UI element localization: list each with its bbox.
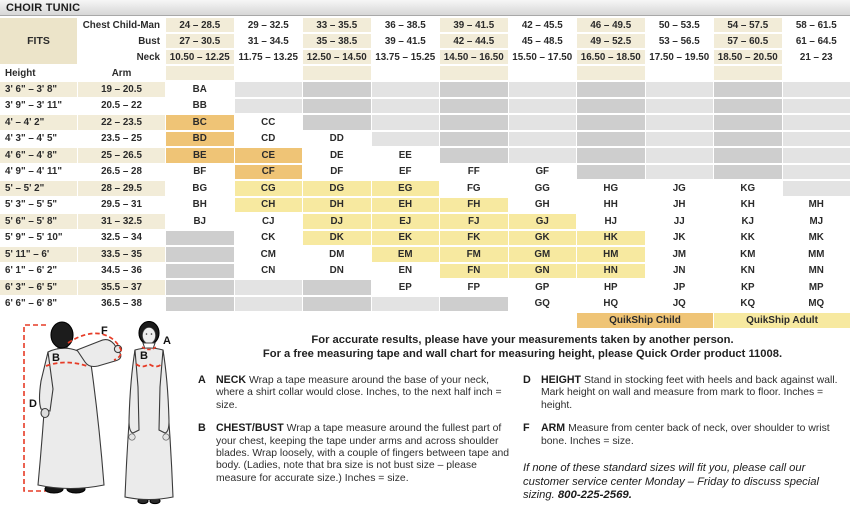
- page-title: CHOIR TUNIC: [0, 0, 850, 16]
- size-range-cell: 42 – 44.5: [440, 34, 508, 48]
- size-code-cell-JQ: JQ: [646, 297, 714, 312]
- size-range-cell: 49 – 52.5: [577, 34, 645, 48]
- empty-cell: [440, 115, 508, 130]
- instruction-letter: A: [198, 374, 206, 386]
- size-code-cell-EM: EM: [372, 247, 440, 262]
- size-code-cell-FM: FM: [440, 247, 508, 262]
- empty-cell: [646, 115, 714, 130]
- size-code-cell-FJ: FJ: [440, 214, 508, 229]
- arm-cell: 33.5 – 35: [78, 247, 165, 262]
- figure-label-f: F: [101, 325, 108, 337]
- size-code-cell-KG: KG: [714, 181, 782, 196]
- size-code-cell-JM: JM: [646, 247, 714, 262]
- size-range-cell: 31 – 34.5: [235, 34, 303, 48]
- intro-text: [195, 333, 850, 361]
- size-code-cell-JG: JG: [646, 181, 714, 196]
- height-cell: 5' 3" – 5' 5": [0, 198, 77, 213]
- intro-line-2: For a free measuring tape and wall chart for measuring height, please Quick Order product 11008.: [262, 348, 783, 360]
- size-code-cell-EF: EF: [372, 165, 440, 180]
- empty-cell: [646, 148, 714, 163]
- height-cell: 5' – 5' 2": [0, 181, 77, 196]
- figure-label-a: A: [163, 335, 171, 347]
- height-cell: 6' 3" – 6' 5": [0, 280, 77, 295]
- size-range-cell: 45 – 48.5: [509, 34, 577, 48]
- size-code-cell-FH: FH: [440, 198, 508, 213]
- size-range-cell: 33 – 35.5: [303, 18, 371, 32]
- size-code-cell-JJ: JJ: [646, 214, 714, 229]
- height-cell: 4' – 4' 2": [0, 115, 77, 130]
- instruction-letter: F: [523, 422, 530, 435]
- empty-cell: [440, 297, 508, 312]
- empty-cell: [646, 99, 714, 114]
- empty-cell: [440, 82, 508, 97]
- figure-label-b-front: B: [140, 350, 148, 362]
- size-code-cell-CE: CE: [235, 148, 303, 163]
- size-code-cell-BD: BD: [166, 132, 234, 147]
- size-code-cell-KP: KP: [714, 280, 782, 295]
- empty-cell: [235, 297, 303, 312]
- empty-cell: [714, 132, 782, 147]
- size-code-cell-BH: BH: [166, 198, 234, 213]
- size-code-cell-KM: KM: [714, 247, 782, 262]
- empty-cell: [646, 132, 714, 147]
- empty-cell: [577, 148, 645, 163]
- size-code-cell-HK: HK: [577, 231, 645, 246]
- empty-cell: [783, 99, 850, 114]
- empty-cell: [509, 99, 577, 114]
- arm-cell: 31 – 32.5: [78, 214, 165, 229]
- measure-row-label: Neck: [78, 50, 165, 64]
- size-code-cell-JH: JH: [646, 198, 714, 213]
- size-table: [0, 18, 850, 328]
- measurement-figure: [2, 321, 202, 507]
- size-code-cell-HM: HM: [577, 247, 645, 262]
- size-code-cell-DH: DH: [303, 198, 371, 213]
- size-range-cell: 13.75 – 15.25: [372, 50, 440, 64]
- stripe-cell: [646, 66, 714, 80]
- empty-cell: [166, 247, 234, 262]
- size-range-cell: 14.50 – 16.50: [440, 50, 508, 64]
- size-code-cell-KH: KH: [714, 198, 782, 213]
- size-code-cell-MK: MK: [783, 231, 850, 246]
- special-sizing-note: [523, 462, 850, 503]
- arm-cell: 28 – 29.5: [78, 181, 165, 196]
- size-code-cell-EK: EK: [372, 231, 440, 246]
- stripe-cell: [166, 66, 234, 80]
- size-code-cell-DJ: DJ: [303, 214, 371, 229]
- size-code-cell-BJ: BJ: [166, 214, 234, 229]
- size-range-cell: 12.50 – 14.50: [303, 50, 371, 64]
- fits-label: FITS: [0, 18, 77, 64]
- size-code-cell-CK: CK: [235, 231, 303, 246]
- size-code-cell-CJ: CJ: [235, 214, 303, 229]
- stripe-cell: [577, 66, 645, 80]
- size-code-cell-KQ: KQ: [714, 297, 782, 312]
- size-code-cell-MP: MP: [783, 280, 850, 295]
- empty-cell: [783, 165, 850, 180]
- size-code-cell-EG: EG: [372, 181, 440, 196]
- arm-cell: 22 – 23.5: [78, 115, 165, 130]
- size-code-cell-GK: GK: [509, 231, 577, 246]
- instruction-letter: B: [198, 422, 206, 435]
- size-range-cell: 36 – 38.5: [372, 18, 440, 32]
- size-code-cell-HP: HP: [577, 280, 645, 295]
- size-code-cell-DN: DN: [303, 264, 371, 279]
- arm-cell: 32.5 – 34: [78, 231, 165, 246]
- figure-label-b-back: B: [52, 352, 60, 364]
- empty-cell: [509, 148, 577, 163]
- size-code-cell-DG: DG: [303, 181, 371, 196]
- empty-cell: [509, 132, 577, 147]
- size-code-cell-DM: DM: [303, 247, 371, 262]
- size-code-cell-CM: CM: [235, 247, 303, 262]
- height-cell: 6' 1" – 6' 2": [0, 264, 77, 279]
- size-code-cell-CF: CF: [235, 165, 303, 180]
- empty-cell: [783, 181, 850, 196]
- empty-cell: [440, 148, 508, 163]
- size-code-cell-CN: CN: [235, 264, 303, 279]
- size-code-cell-HJ: HJ: [577, 214, 645, 229]
- empty-cell: [303, 280, 371, 295]
- empty-cell: [372, 132, 440, 147]
- size-range-cell: 46 – 49.5: [577, 18, 645, 32]
- instruction-neck: A NECK Wrap a tape measure around the base of your neck, where a shirt collar would close. Inches, to the next half inch = size.: [198, 374, 502, 411]
- empty-cell: [783, 148, 850, 163]
- empty-cell: [166, 280, 234, 295]
- empty-cell: [714, 99, 782, 114]
- size-code-cell-GN: GN: [509, 264, 577, 279]
- size-code-cell-KK: KK: [714, 231, 782, 246]
- size-code-cell-BF: BF: [166, 165, 234, 180]
- size-range-cell: 39 – 41.5: [440, 18, 508, 32]
- size-code-cell-CH: CH: [235, 198, 303, 213]
- size-range-cell: 11.75 – 13.25: [235, 50, 303, 64]
- note-phone: 800-225-2569.: [557, 489, 632, 502]
- height-cell: 4' 9" – 4' 11": [0, 165, 77, 180]
- size-code-cell-DD: DD: [303, 132, 371, 147]
- size-code-cell-BC: BC: [166, 115, 234, 130]
- empty-cell: [303, 82, 371, 97]
- arm-cell: 36.5 – 38: [78, 297, 165, 312]
- size-code-cell-FG: FG: [440, 181, 508, 196]
- measure-row-label: Bust: [78, 34, 165, 48]
- size-code-cell-CC: CC: [235, 115, 303, 130]
- size-code-cell-EP: EP: [372, 280, 440, 295]
- size-code-cell-MM: MM: [783, 247, 850, 262]
- size-range-cell: 27 – 30.5: [166, 34, 234, 48]
- size-range-cell: 15.50 – 17.50: [509, 50, 577, 64]
- size-code-cell-KJ: KJ: [714, 214, 782, 229]
- size-range-cell: 53 – 56.5: [646, 34, 714, 48]
- empty-cell: [783, 132, 850, 147]
- size-code-cell-BB: BB: [166, 99, 234, 114]
- instruction-chest-bust: B CHEST/BUST Wrap a tape measure around the fullest part of your chest, keeping the tape under arms and across shoulder blades. Wrap loosely, with a couple of fingers between tape and body. (Ladies, note that bra size is not bust size – please measure for accurate size.) Inches = size.: [198, 422, 510, 484]
- size-code-cell-GF: GF: [509, 165, 577, 180]
- empty-cell: [303, 115, 371, 130]
- size-code-cell-GM: GM: [509, 247, 577, 262]
- stripe-cell: [372, 66, 440, 80]
- empty-cell: [646, 165, 714, 180]
- stripe-cell: [714, 66, 782, 80]
- height-cell: 4' 3" – 4' 5": [0, 132, 77, 147]
- arm-cell: 29.5 – 31: [78, 198, 165, 213]
- empty-cell: [372, 115, 440, 130]
- height-header: Height: [0, 66, 77, 80]
- size-code-cell-HN: HN: [577, 264, 645, 279]
- stripe-cell: [440, 66, 508, 80]
- empty-cell: [303, 99, 371, 114]
- size-code-cell-FN: FN: [440, 264, 508, 279]
- size-code-cell-FP: FP: [440, 280, 508, 295]
- empty-cell: [783, 115, 850, 130]
- empty-cell: [509, 82, 577, 97]
- size-code-cell-KN: KN: [714, 264, 782, 279]
- size-range-cell: 21 – 23: [783, 50, 850, 64]
- stripe-cell: [509, 66, 577, 80]
- empty-cell: [714, 148, 782, 163]
- size-code-cell-HQ: HQ: [577, 297, 645, 312]
- size-code-cell-FK: FK: [440, 231, 508, 246]
- size-range-cell: 58 – 61.5: [783, 18, 850, 32]
- empty-cell: [166, 264, 234, 279]
- empty-cell: [714, 115, 782, 130]
- size-range-cell: 18.50 – 20.50: [714, 50, 782, 64]
- size-range-cell: 10.50 – 12.25: [166, 50, 234, 64]
- size-code-cell-DK: DK: [303, 231, 371, 246]
- empty-cell: [166, 231, 234, 246]
- size-code-cell-BA: BA: [166, 82, 234, 97]
- empty-cell: [509, 115, 577, 130]
- instruction-term: ARM: [541, 422, 569, 435]
- size-range-cell: 42 – 45.5: [509, 18, 577, 32]
- legend-quikship-adult: QuikShip Adult: [714, 313, 850, 328]
- size-code-cell-MN: MN: [783, 264, 850, 279]
- measure-row-label: Chest Child-Man: [78, 18, 165, 32]
- size-range-cell: 57 – 60.5: [714, 34, 782, 48]
- size-range-cell: 35 – 38.5: [303, 34, 371, 48]
- height-cell: 3' 9" – 3' 11": [0, 99, 77, 114]
- instruction-letter: D: [523, 374, 531, 386]
- arm-cell: 26.5 – 28: [78, 165, 165, 180]
- arm-cell: 19 – 20.5: [78, 82, 165, 97]
- size-range-cell: 50 – 53.5: [646, 18, 714, 32]
- size-code-cell-HG: HG: [577, 181, 645, 196]
- back-view-figure: [38, 322, 122, 493]
- empty-cell: [166, 297, 234, 312]
- height-cell: 5' 6" – 5' 8": [0, 214, 77, 229]
- size-range-cell: 17.50 – 19.50: [646, 50, 714, 64]
- size-code-cell-JK: JK: [646, 231, 714, 246]
- height-cell: 6' 6" – 6' 8": [0, 297, 77, 312]
- empty-cell: [577, 115, 645, 130]
- legend-quikship-child: QuikShip Child: [577, 313, 713, 328]
- empty-cell: [440, 99, 508, 114]
- size-range-cell: 54 – 57.5: [714, 18, 782, 32]
- empty-cell: [372, 99, 440, 114]
- size-code-cell-BG: BG: [166, 181, 234, 196]
- instruction-term: NECK: [216, 374, 249, 386]
- size-code-cell-MJ: MJ: [783, 214, 850, 229]
- height-cell: 3' 6" – 3' 8": [0, 82, 77, 97]
- instruction-term: CHEST/BUST: [216, 422, 287, 435]
- empty-cell: [577, 99, 645, 114]
- size-code-cell-DF: DF: [303, 165, 371, 180]
- arm-header: Arm: [78, 66, 165, 80]
- arm-cell: 35.5 – 37: [78, 280, 165, 295]
- arm-cell: 34.5 – 36: [78, 264, 165, 279]
- empty-cell: [235, 99, 303, 114]
- size-code-cell-FF: FF: [440, 165, 508, 180]
- height-cell: 5' 9" – 5' 10": [0, 231, 77, 246]
- arm-cell: 23.5 – 25: [78, 132, 165, 147]
- empty-cell: [235, 82, 303, 97]
- instruction-height: D HEIGHT Stand in stocking feet with heels and back against wall. Mark height on wall and measure from mark to floor. Inches = height.: [523, 374, 838, 411]
- size-range-cell: 61 – 64.5: [783, 34, 850, 48]
- instructions-left-column: [198, 374, 516, 495]
- figure-label-d: D: [29, 398, 37, 410]
- size-code-cell-GP: GP: [509, 280, 577, 295]
- size-code-cell-GG: GG: [509, 181, 577, 196]
- empty-cell: [235, 280, 303, 295]
- empty-cell: [577, 165, 645, 180]
- empty-cell: [577, 132, 645, 147]
- size-code-cell-JN: JN: [646, 264, 714, 279]
- empty-cell: [714, 165, 782, 180]
- instructions-right-column: [523, 374, 850, 503]
- size-code-cell-EH: EH: [372, 198, 440, 213]
- empty-cell: [372, 297, 440, 312]
- size-code-cell-MQ: MQ: [783, 297, 850, 312]
- height-cell: 4' 6" – 4' 8": [0, 148, 77, 163]
- size-code-cell-CD: CD: [235, 132, 303, 147]
- size-range-cell: 39 – 41.5: [372, 34, 440, 48]
- instruction-term: HEIGHT: [541, 374, 584, 386]
- arm-cell: 20.5 – 22: [78, 99, 165, 114]
- arm-cell: 25 – 26.5: [78, 148, 165, 163]
- instructions-right-items: [523, 374, 850, 448]
- empty-cell: [440, 132, 508, 147]
- stripe-cell: [303, 66, 371, 80]
- size-code-cell-GJ: GJ: [509, 214, 577, 229]
- size-range-cell: 24 – 28.5: [166, 18, 234, 32]
- size-code-cell-EJ: EJ: [372, 214, 440, 229]
- size-code-cell-EN: EN: [372, 264, 440, 279]
- instruction-arm: F ARM Measure from center back of neck, over shoulder to wrist bone. Inches = size.: [523, 422, 830, 447]
- empty-cell: [577, 82, 645, 97]
- size-code-cell-GH: GH: [509, 198, 577, 213]
- size-code-cell-HH: HH: [577, 198, 645, 213]
- note-text: If none of these standard sizes will fit you, please call our customer service center Monday – Friday to discuss special sizing.: [523, 462, 819, 502]
- empty-cell: [714, 82, 782, 97]
- size-code-cell-JP: JP: [646, 280, 714, 295]
- empty-cell: [646, 82, 714, 97]
- size-code-cell-BE: BE: [166, 148, 234, 163]
- size-code-cell-EE: EE: [372, 148, 440, 163]
- size-code-cell-MH: MH: [783, 198, 850, 213]
- empty-cell: [783, 82, 850, 97]
- size-code-cell-DE: DE: [303, 148, 371, 163]
- size-range-cell: 29 – 32.5: [235, 18, 303, 32]
- empty-cell: [372, 82, 440, 97]
- height-cell: 5' 11" – 6': [0, 247, 77, 262]
- stripe-cell: [235, 66, 303, 80]
- size-code-cell-GQ: GQ: [509, 297, 577, 312]
- size-range-cell: 16.50 – 18.50: [577, 50, 645, 64]
- empty-cell: [303, 297, 371, 312]
- stripe-cell: [783, 66, 850, 80]
- size-code-cell-CG: CG: [235, 181, 303, 196]
- intro-line-1: For accurate results, please have your measurements taken by another person.: [311, 334, 734, 346]
